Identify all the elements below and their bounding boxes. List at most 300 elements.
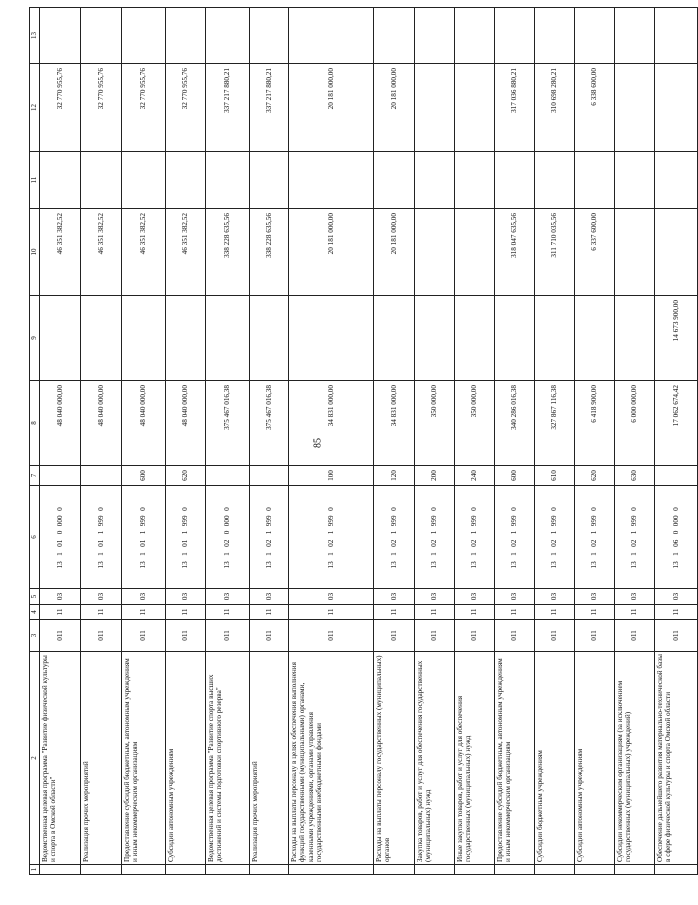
column-header-1: 1 [30, 865, 40, 875]
column-header-10: 10 [30, 209, 40, 296]
section-code: 11 [535, 605, 575, 620]
target-article-part: 13 [470, 561, 479, 569]
amount-c10 [455, 209, 495, 296]
amount-c8: 375 467 016,38 [250, 381, 289, 466]
target-article-part: 999 [181, 515, 190, 527]
target-article-part: 1 [470, 530, 479, 535]
amount-c11 [575, 152, 615, 209]
amount-c10: 311 710 035,56 [535, 209, 575, 296]
amount-c11 [206, 152, 250, 209]
subsection-code: 03 [122, 589, 166, 605]
amount-c13 [250, 8, 289, 64]
amount-c9 [40, 296, 81, 381]
expense-type-code [206, 466, 250, 486]
target-article-part: 13 [430, 561, 439, 569]
amount-c9 [122, 296, 166, 381]
row-index-cell [206, 865, 250, 875]
expense-type-code: 620 [166, 466, 206, 486]
target-article-part: 1 [139, 552, 148, 556]
ministry-code: 011 [415, 620, 455, 652]
target-article-part: 13 [590, 561, 599, 569]
target-article-part: 13 [389, 561, 398, 569]
target-article-part: 13 [326, 561, 335, 569]
column-header-7: 7 [30, 466, 40, 486]
target-article-part: 06 [671, 539, 680, 547]
subsection-code: 03 [81, 589, 122, 605]
target-article-part: 0 [264, 507, 273, 511]
amount-c11 [535, 152, 575, 209]
amount-c13 [655, 8, 698, 64]
amount-c8: 6 000 000,00 [615, 381, 655, 466]
amount-c11 [655, 152, 698, 209]
subsection-code: 03 [575, 589, 615, 605]
target-article-code [289, 486, 374, 589]
target-article-part: 02 [470, 539, 479, 547]
amount-c13 [535, 8, 575, 64]
amount-c11 [122, 152, 166, 209]
amount-c12: 32 770 955,76 [81, 64, 122, 152]
target-article-part: 1 [139, 530, 148, 535]
row-name: Реализация прочих мероприятий [250, 652, 289, 865]
budget-table [29, 7, 698, 875]
row-name: Субсидии бюджетным учреждениям [535, 652, 575, 865]
amount-c9 [289, 296, 374, 381]
ministry-code: 011 [40, 620, 81, 652]
target-article-part: 1 [630, 552, 639, 556]
section-code: 11 [655, 605, 698, 620]
target-article-code [615, 486, 655, 589]
amount-c8: 17 062 674,42 [655, 381, 698, 466]
amount-c8: 48 040 000,00 [40, 381, 81, 466]
target-article-part: 1 [550, 530, 559, 535]
subsection-code: 03 [455, 589, 495, 605]
amount-c11 [40, 152, 81, 209]
amount-c11 [495, 152, 535, 209]
row-index-cell [166, 865, 206, 875]
ministry-code: 011 [122, 620, 166, 652]
table-row [206, 8, 250, 875]
amount-c9 [250, 296, 289, 381]
target-article-part: 1 [671, 552, 680, 556]
column-header-12: 12 [30, 64, 40, 152]
row-index-cell [289, 865, 374, 875]
amount-c11 [374, 152, 415, 209]
target-article-part: 1 [55, 552, 64, 556]
amount-c11 [250, 152, 289, 209]
target-article-part: 13 [264, 561, 273, 569]
amount-c11 [415, 152, 455, 209]
target-article-part: 999 [470, 515, 479, 527]
target-article-part: 13 [55, 561, 64, 569]
amount-c13 [615, 8, 655, 64]
target-article-part: 13 [181, 561, 190, 569]
target-article-part: 0 [96, 507, 105, 511]
amount-c8: 350 000,00 [415, 381, 455, 466]
row-index-cell [250, 865, 289, 875]
ministry-code: 011 [81, 620, 122, 652]
row-index-cell [615, 865, 655, 875]
target-article-part: 0 [671, 530, 680, 535]
amount-c12 [615, 64, 655, 152]
amount-c9 [374, 296, 415, 381]
amount-c12 [415, 64, 455, 152]
target-article-part: 01 [55, 539, 64, 547]
amount-c9 [495, 296, 535, 381]
ministry-code: 011 [206, 620, 250, 652]
section-code: 11 [615, 605, 655, 620]
table-row [289, 8, 374, 875]
amount-c8: 327 867 116,38 [535, 381, 575, 466]
page-number: 85 [312, 438, 324, 448]
target-article-part: 0 [550, 507, 559, 511]
row-index-cell [81, 865, 122, 875]
section-code: 11 [122, 605, 166, 620]
amount-c11 [166, 152, 206, 209]
amount-c11 [289, 152, 374, 209]
column-header-3: 3 [30, 620, 40, 652]
row-index-cell [122, 865, 166, 875]
target-article-part: 1 [264, 552, 273, 556]
subsection-code: 03 [166, 589, 206, 605]
target-article-part: 0 [430, 507, 439, 511]
row-index-cell [455, 865, 495, 875]
target-article-code [535, 486, 575, 589]
subsection-code: 03 [250, 589, 289, 605]
column-header-5: 5 [30, 589, 40, 605]
target-article-part: 0 [223, 530, 232, 535]
target-article-code [455, 486, 495, 589]
subsection-code: 03 [40, 589, 81, 605]
target-article-part: 1 [430, 552, 439, 556]
column-header-2: 2 [30, 652, 40, 865]
expense-type-code [81, 466, 122, 486]
amount-c10: 20 181 000,00 [289, 209, 374, 296]
amount-c11 [455, 152, 495, 209]
amount-c12: 337 217 880,21 [250, 64, 289, 152]
target-article-part: 1 [326, 552, 335, 556]
target-article-part: 02 [264, 539, 273, 547]
row-index-cell [655, 865, 698, 875]
target-article-part: 02 [326, 539, 335, 547]
target-article-part: 1 [181, 530, 190, 535]
amount-c10 [615, 209, 655, 296]
amount-c12: 6 338 600,00 [575, 64, 615, 152]
target-article-part: 1 [223, 552, 232, 556]
amount-c8: 34 831 000,00 [374, 381, 415, 466]
target-article-part: 999 [139, 515, 148, 527]
amount-c9 [575, 296, 615, 381]
ministry-code: 011 [535, 620, 575, 652]
table-row [122, 8, 166, 875]
row-name: Расходы на выплаты персоналу в целях обеспечения выполнения функций государственными (муниципальными) органами, казенными учреждениями, органами управления государственными внебюджетными фондами [289, 652, 374, 865]
amount-c13 [166, 8, 206, 64]
target-article-part: 0 [389, 507, 398, 511]
row-index-cell [374, 865, 415, 875]
row-index-cell [495, 865, 535, 875]
subsection-code: 03 [655, 589, 698, 605]
target-article-code [415, 486, 455, 589]
target-article-part: 999 [96, 515, 105, 527]
target-article-part: 13 [510, 561, 519, 569]
amount-c8: 48 040 000,00 [166, 381, 206, 466]
expense-type-code: 600 [495, 466, 535, 486]
amount-c13 [575, 8, 615, 64]
amount-c9: 14 673 900,00 [655, 296, 698, 381]
expense-type-code: 200 [415, 466, 455, 486]
amount-c12 [455, 64, 495, 152]
target-article-code [250, 486, 289, 589]
amount-c8: 34 831 000,00 [289, 381, 374, 466]
target-article-code [495, 486, 535, 589]
target-article-part: 000 [223, 515, 232, 527]
table-row [495, 8, 535, 875]
section-code: 11 [166, 605, 206, 620]
amount-c8: 48 040 000,00 [122, 381, 166, 466]
target-article-part: 0 [181, 507, 190, 511]
target-article-part: 999 [590, 515, 599, 527]
amount-c10 [415, 209, 455, 296]
row-name: Обеспечение дальнейшего развития материально-технической базы в сфере физической культуры и спорта Омской области [655, 652, 698, 865]
target-article-part: 0 [139, 507, 148, 511]
amount-c12: 20 181 000,00 [374, 64, 415, 152]
target-article-part: 0 [223, 507, 232, 511]
target-article-part: 1 [470, 552, 479, 556]
amount-c10: 6 337 600,00 [575, 209, 615, 296]
target-article-code [122, 486, 166, 589]
target-article-part: 0 [55, 507, 64, 511]
amount-c10 [655, 209, 698, 296]
amount-c9 [415, 296, 455, 381]
row-name: Субсидии автономным учреждениям [575, 652, 615, 865]
amount-c8: 340 286 016,38 [495, 381, 535, 466]
amount-c10: 46 351 382,52 [81, 209, 122, 296]
row-name: Субсидии автономным учреждениям [166, 652, 206, 865]
table-row [166, 8, 206, 875]
row-name: Предоставление субсидий бюджетным, автономным учреждениям и иным некоммерческим организациям [122, 652, 166, 865]
expense-type-code: 120 [374, 466, 415, 486]
target-article-code [655, 486, 698, 589]
budget-table-container [29, 8, 680, 875]
ministry-code: 011 [166, 620, 206, 652]
amount-c13 [374, 8, 415, 64]
target-article-part: 999 [550, 515, 559, 527]
target-article-part: 13 [223, 561, 232, 569]
amount-c8: 350 000,00 [455, 381, 495, 466]
amount-c10: 338 228 635,56 [206, 209, 250, 296]
target-article-part: 1 [590, 530, 599, 535]
target-article-part: 1 [389, 530, 398, 535]
target-article-part: 999 [510, 515, 519, 527]
amount-c9 [81, 296, 122, 381]
ministry-code: 011 [575, 620, 615, 652]
target-article-part: 01 [181, 539, 190, 547]
amount-c13 [415, 8, 455, 64]
target-article-part: 13 [139, 561, 148, 569]
section-code: 11 [81, 605, 122, 620]
expense-type-code [40, 466, 81, 486]
row-name: Иные закупки товаров, работ и услуг для обеспечения государственных (муниципальных) нужд [455, 652, 495, 865]
target-article-code [206, 486, 250, 589]
expense-type-code: 100 [289, 466, 374, 486]
target-article-code [575, 486, 615, 589]
section-code: 11 [575, 605, 615, 620]
amount-c8: 375 467 016,38 [206, 381, 250, 466]
table-row [535, 8, 575, 875]
target-article-part: 13 [96, 561, 105, 569]
amount-c13 [455, 8, 495, 64]
target-article-part: 0 [55, 530, 64, 535]
target-article-part: 0 [590, 507, 599, 511]
target-article-code [81, 486, 122, 589]
target-article-part: 01 [139, 539, 148, 547]
row-index-cell [415, 865, 455, 875]
expense-type-code: 600 [122, 466, 166, 486]
table-row [81, 8, 122, 875]
table-row [40, 8, 81, 875]
section-code: 11 [455, 605, 495, 620]
target-article-part: 13 [630, 561, 639, 569]
subsection-code: 03 [535, 589, 575, 605]
section-code: 11 [495, 605, 535, 620]
column-header-9: 9 [30, 296, 40, 381]
amount-c12: 20 181 000,00 [289, 64, 374, 152]
target-article-part: 13 [671, 561, 680, 569]
subsection-code: 03 [495, 589, 535, 605]
subsection-code: 03 [374, 589, 415, 605]
row-name: Ведомственная целевая программа "Развитие спорта высших достижений и системы подготовки спортивного резерва" [206, 652, 250, 865]
ministry-code: 011 [374, 620, 415, 652]
target-article-part: 1 [181, 552, 190, 556]
target-article-part: 1 [590, 552, 599, 556]
target-article-part: 1 [96, 530, 105, 535]
target-article-part: 000 [55, 515, 64, 527]
target-article-part: 02 [223, 539, 232, 547]
amount-c13 [122, 8, 166, 64]
target-article-part: 1 [96, 552, 105, 556]
target-article-part: 0 [510, 507, 519, 511]
amount-c9 [206, 296, 250, 381]
amount-c10: 46 351 382,52 [40, 209, 81, 296]
amount-c10: 318 047 635,56 [495, 209, 535, 296]
target-article-part: 1 [510, 552, 519, 556]
target-article-part: 000 [671, 515, 680, 527]
target-article-code [40, 486, 81, 589]
section-code: 11 [250, 605, 289, 620]
ministry-code: 011 [455, 620, 495, 652]
amount-c8: 6 418 900,00 [575, 381, 615, 466]
amount-c9 [455, 296, 495, 381]
target-article-part: 1 [550, 552, 559, 556]
target-article-part: 02 [430, 539, 439, 547]
expense-type-code: 610 [535, 466, 575, 486]
row-index-cell [40, 865, 81, 875]
section-code: 11 [206, 605, 250, 620]
target-article-part: 1 [630, 530, 639, 535]
target-article-part: 13 [550, 561, 559, 569]
expense-type-code: 620 [575, 466, 615, 486]
table-row [415, 8, 455, 875]
target-article-part: 1 [430, 530, 439, 535]
amount-c12: 337 217 880,21 [206, 64, 250, 152]
ministry-code: 011 [655, 620, 698, 652]
table-row [575, 8, 615, 875]
amount-c12: 32 770 955,76 [122, 64, 166, 152]
row-index-cell [575, 865, 615, 875]
amount-c11 [81, 152, 122, 209]
target-article-part: 1 [510, 530, 519, 535]
target-article-part: 02 [630, 539, 639, 547]
target-article-part: 0 [630, 507, 639, 511]
amount-c8: 48 040 000,00 [81, 381, 122, 466]
target-article-part: 02 [510, 539, 519, 547]
target-article-code [166, 486, 206, 589]
row-name: Реализация прочих мероприятий [81, 652, 122, 865]
amount-c9 [535, 296, 575, 381]
row-name: Предоставление субсидий бюджетным, автономным учреждениям и иным некоммерческим организациям [495, 652, 535, 865]
amount-c9 [615, 296, 655, 381]
table-row [455, 8, 495, 875]
amount-c10: 46 351 382,52 [166, 209, 206, 296]
expense-type-code: 630 [615, 466, 655, 486]
section-code: 11 [40, 605, 81, 620]
section-code: 11 [415, 605, 455, 620]
target-article-part: 999 [630, 515, 639, 527]
target-article-part: 999 [430, 515, 439, 527]
row-name: Ведомственная целевая программа "Развитие физической культуры и спорта в Омской области" [40, 652, 81, 865]
column-header-8: 8 [30, 381, 40, 466]
row-name: Расходы на выплаты персоналу государственных (муниципальных) органов [374, 652, 415, 865]
amount-c13 [495, 8, 535, 64]
ministry-code: 011 [615, 620, 655, 652]
target-article-part: 1 [326, 530, 335, 535]
amount-c12: 310 698 280,21 [535, 64, 575, 152]
subsection-code: 03 [206, 589, 250, 605]
table-row [655, 8, 698, 875]
amount-c13 [206, 8, 250, 64]
amount-c11 [615, 152, 655, 209]
column-header-6: 6 [30, 486, 40, 589]
subsection-code: 03 [615, 589, 655, 605]
target-article-part: 999 [326, 515, 335, 527]
target-article-part: 999 [389, 515, 398, 527]
row-name: Субсидии некоммерческим организациям (за исключением государственных (муниципальных) учреждений) [615, 652, 655, 865]
amount-c12: 32 770 955,76 [166, 64, 206, 152]
section-code: 11 [374, 605, 415, 620]
amount-c10: 20 181 000,00 [374, 209, 415, 296]
target-article-part: 1 [389, 552, 398, 556]
target-article-part: 01 [96, 539, 105, 547]
amount-c10: 338 228 635,56 [250, 209, 289, 296]
target-article-part: 02 [550, 539, 559, 547]
amount-c12: 317 036 880,21 [495, 64, 535, 152]
target-article-part: 02 [389, 539, 398, 547]
target-article-code [374, 486, 415, 589]
expense-type-code [250, 466, 289, 486]
column-header-13: 13 [30, 8, 40, 64]
row-index-cell [535, 865, 575, 875]
target-article-part: 0 [470, 507, 479, 511]
column-header-11: 11 [30, 152, 40, 209]
amount-c9 [166, 296, 206, 381]
amount-c13 [81, 8, 122, 64]
row-name: Закупка товаров, работ и услуг для обеспечения государственных (муниципальных) нужд [415, 652, 455, 865]
amount-c10: 46 351 382,52 [122, 209, 166, 296]
target-article-part: 1 [264, 530, 273, 535]
amount-c12: 32 770 955,76 [40, 64, 81, 152]
table-row [250, 8, 289, 875]
ministry-code: 011 [495, 620, 535, 652]
table-row [374, 8, 415, 875]
